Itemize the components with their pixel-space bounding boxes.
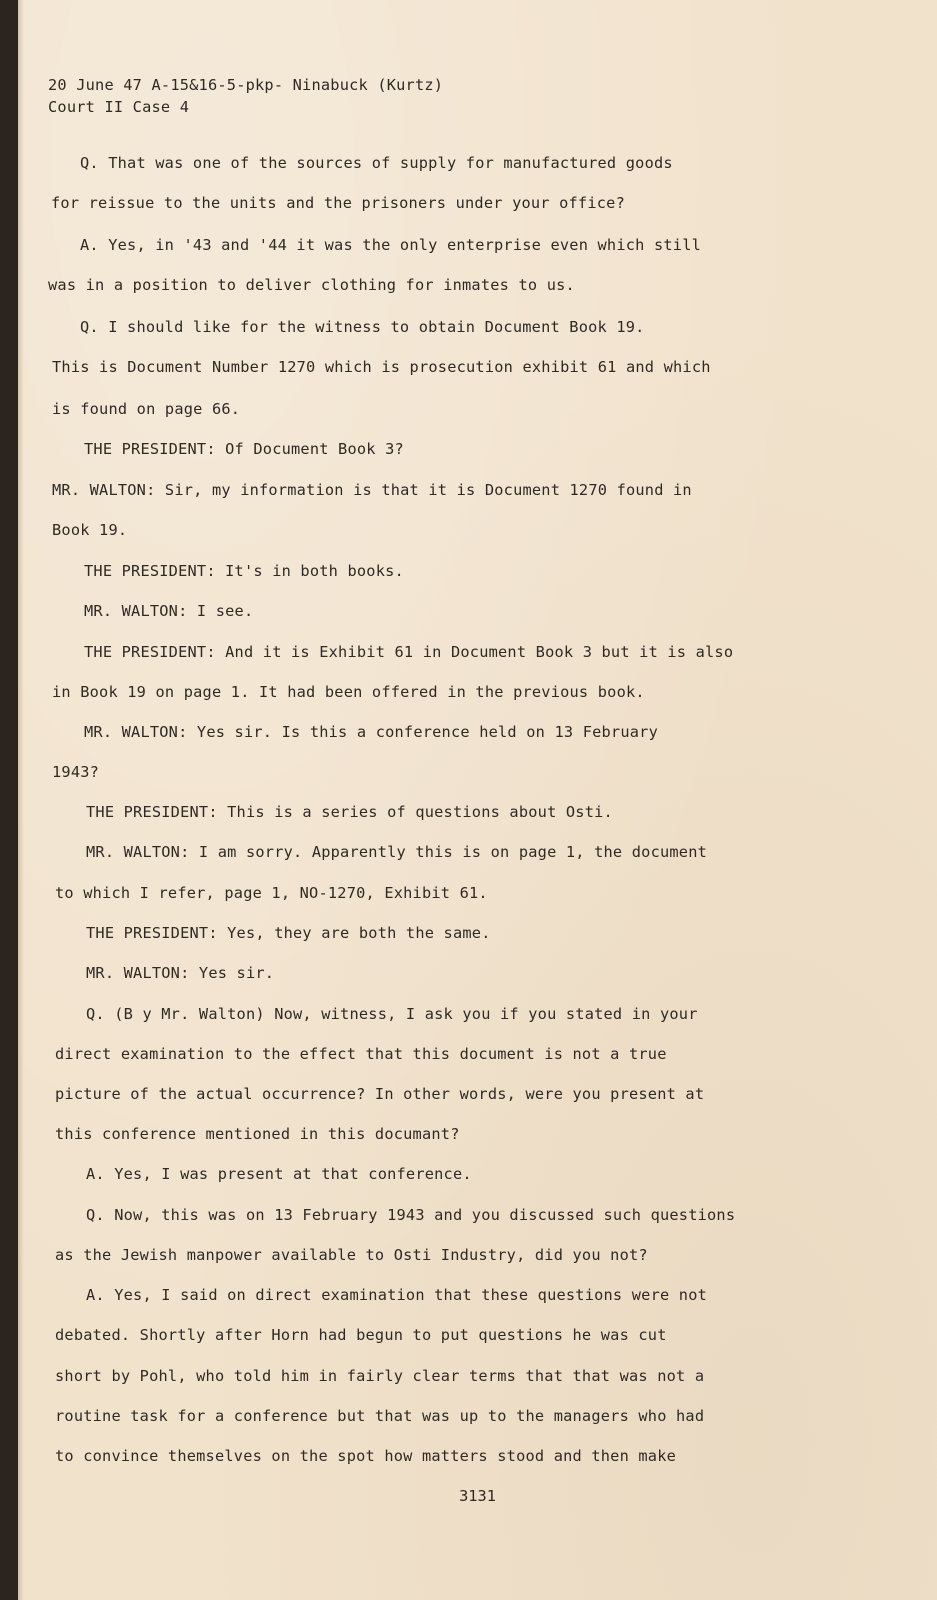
text-line: Q. I should like for the witness to obtain Document Book 19. — [80, 318, 645, 336]
header-line-2: Court II Case 4 — [48, 98, 190, 116]
text-line: A. Yes, I said on direct examination that these questions were not — [86, 1286, 708, 1304]
text-line: MR. WALTON: Sir, my information is that it is Document 1270 found in — [52, 481, 692, 499]
text-line: routine task for a conference but that was up to the managers who had — [55, 1407, 705, 1425]
text-line: short by Pohl, who told him in fairly clear terms that that was not a — [55, 1367, 705, 1385]
text-line: THE PRESIDENT: Of Document Book 3? — [84, 440, 404, 458]
text-line: MR. WALTON: Yes sir. Is this a conference held on 13 February — [84, 723, 658, 741]
text-line: as the Jewish manpower available to Osti Industry, did you not? — [55, 1246, 648, 1264]
page-number: 3131 — [459, 1487, 496, 1505]
text-line: debated. Shortly after Horn had begun to put questions he was cut — [55, 1326, 667, 1344]
text-line: this conference mentioned in this documant? — [55, 1125, 460, 1143]
text-line: MR. WALTON: Yes sir. — [86, 964, 275, 982]
text-line: to which I refer, page 1, NO-1270, Exhibit 61. — [55, 884, 488, 902]
text-line: Q. Now, this was on 13 February 1943 and you discussed such questions — [86, 1206, 736, 1224]
text-line: to convince themselves on the spot how matters stood and then make — [55, 1447, 677, 1465]
text-line: This is Document Number 1270 which is prosecution exhibit 61 and which — [52, 358, 711, 376]
text-line: A. Yes, I was present at that conference. — [86, 1165, 472, 1183]
text-line: THE PRESIDENT: And it is Exhibit 61 in Document Book 3 but it is also — [84, 643, 734, 661]
text-line: A. Yes, in '43 and '44 it was the only enterprise even which still — [80, 236, 702, 254]
text-line: Q. (B y Mr. Walton) Now, witness, I ask you if you stated in your — [86, 1005, 698, 1023]
text-line: THE PRESIDENT: Yes, they are both the same. — [86, 924, 491, 942]
text-line: for reissue to the units and the prisoners under your office? — [51, 194, 625, 212]
text-line: THE PRESIDENT: It's in both books. — [84, 562, 404, 580]
text-line: Q. That was one of the sources of supply for manufactured goods — [80, 154, 673, 172]
text-line: is found on page 66. — [52, 400, 241, 418]
document-page — [18, 0, 937, 1600]
text-line: direct examination to the effect that this document is not a true — [55, 1045, 667, 1063]
text-line: MR. WALTON: I am sorry. Apparently this is on page 1, the document — [86, 843, 708, 861]
text-line: was in a position to deliver clothing for inmates to us. — [48, 276, 575, 294]
text-line: picture of the actual occurrence? In other words, were you present at — [55, 1085, 705, 1103]
header-line-1: 20 June 47 A-15&16-5-pkp- Ninabuck (Kurtz) — [48, 76, 444, 94]
text-line: MR. WALTON: I see. — [84, 602, 254, 620]
text-line: 1943? — [52, 763, 100, 781]
text-line: in Book 19 on page 1. It had been offered in the previous book. — [52, 683, 645, 701]
text-line: THE PRESIDENT: This is a series of questions about Osti. — [86, 803, 613, 821]
text-line: Book 19. — [52, 521, 128, 539]
